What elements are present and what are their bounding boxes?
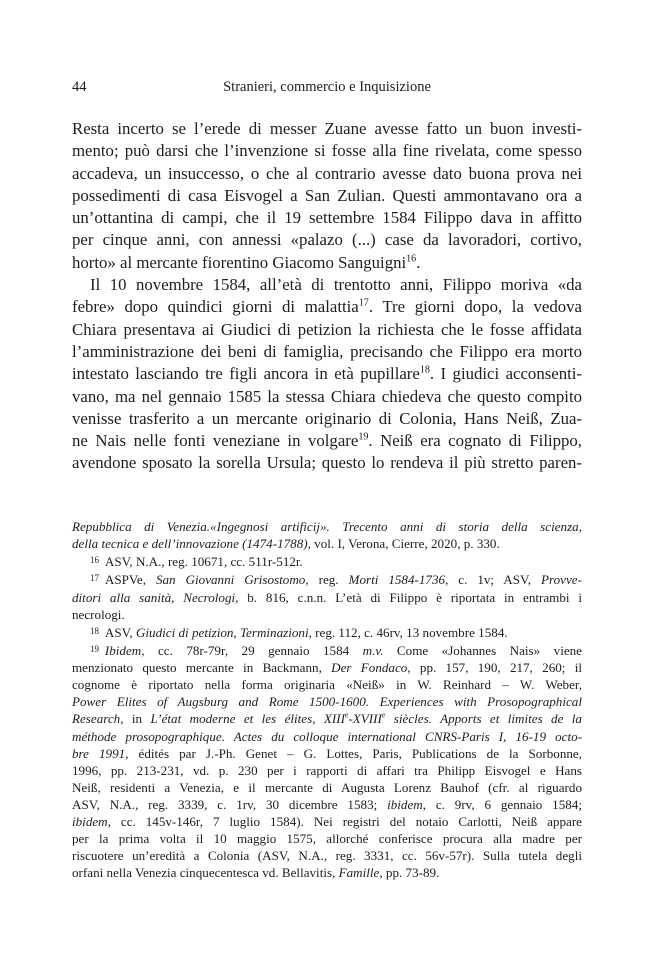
footnote-19-line: Power Elites of Augsburg and Rome 1500-1600. Experiences with Prosopographical <box>72 694 582 710</box>
body-line: horto» al mercante fiorentino Giacomo Sanguigni$^{16}$. <box>72 252 421 272</box>
body-line: l’amministrazione dei beni di famiglia, precisando che Filippo era morto <box>72 341 582 361</box>
body-line: per cinque anni, con annessi «palazo (...) case da lavoradori, cortivo, <box>72 230 582 250</box>
footnote-17-line: necrologi. <box>72 606 125 622</box>
footnote-19-line: cognome è riportato nella forma originaria «Neiß» in W. Reinhard – W. Weber, <box>72 677 582 693</box>
body-line-text: horto» al mercante fiorentino Giacomo Sanguigni <box>72 252 407 272</box>
body-line <box>72 363 582 385</box>
footnote-number: 17 <box>90 573 99 584</box>
note-ref-16: 16 <box>406 253 417 265</box>
body-line: avendone sposato la sorella Ursula; questo lo rendeva il più stretto paren- <box>72 453 582 473</box>
footnote-19-line: bre 1991, édités par J.-Ph. Genet – G. Lottes, Paris, Publications de la Sorbonne, <box>72 745 582 761</box>
footnote-19: $^{19}$ Ibidem, cc. 78r-79r, 29 gennaio 1584 m.v. Come «Johannes Nais» viene <box>90 643 582 659</box>
footnote-19-line: ASV, N.A., reg. 3339, c. 1rv, 30 dicembre 1583; ibidem, c. 9rv, 6 gennaio 1584; <box>72 796 582 812</box>
body-line: accadeva, un insuccesso, o che al contrario avesse dato buona prova nei <box>72 163 582 183</box>
body-line <box>72 296 582 318</box>
body-line: Resta incerto se l’erede di messer Zuane avesse fatto un buon investi- <box>72 119 582 138</box>
body-line-text: . Tre giorni dopo, la vedova <box>368 297 583 317</box>
body-text <box>72 118 582 475</box>
body-line: venisse trasferito a un mercante originario di Colonia, Hans Neiß, Zua- <box>72 408 582 428</box>
footnote-19-line: ibidem, cc. 145v-146r, 7 luglio 1584). Nei registri del notaio Carlotti, Neiß appare <box>72 814 582 830</box>
note-ref-19: 19 <box>358 431 369 443</box>
footnote-17-line: ditori alla sanità, Necrologi, b. 816, c.n.n. L’età di Filippo è riportata in entrambi i <box>72 589 583 605</box>
body-line: vano, ma nel gennaio 1585 la stessa Chiara chiedeva che questo compito <box>72 386 582 406</box>
footnote-18: $^{18}$ ASV, Giudici di petizion, Terminazioni, reg. 112, c. 46rv, 13 novembre 1584. <box>90 624 508 640</box>
footnote-19-line: 1996, pp. 213-231, vd. p. 230 per i rapporti di affari tra Philipp Eisvogel e Hans <box>72 762 582 778</box>
body-line: Il 10 novembre 1584, all’età di trentotto anni, Filippo moriva «da <box>90 275 582 295</box>
page-number: 44 <box>72 79 87 95</box>
body-line: un’ottantina di campi, che il 19 settembre 1584 Filippo dava in affitto <box>72 208 582 228</box>
footnote-19-line: méthode prosopographique. Actes du colloque international CNRS-Paris I, 16-19 octo- <box>72 728 582 744</box>
body-line: mento; può darsi che l’invenzione si fosse alla fine rivelata, come spesso <box>72 141 582 161</box>
footnote-19-line: menzionato questo mercante in Backmann, Der Fondaco, pp. 157, 190, 217, 260; il <box>72 660 582 676</box>
footnote-19-line: riscuotere un’eredità a Colonia (ASV, N.A., reg. 3331, cc. 56v-57r). Sulla tutela degli <box>72 848 582 864</box>
footnote-19-line: per la prima volta il 10 maggio 1575, allorché conferisce procura alla madre per <box>72 831 582 847</box>
footnote-19-line: Neiß, residenti a Venezia, e il mercante di Augusta Lorenz Bauhof (cfr. al riguardo <box>72 779 582 795</box>
footnote-16: $^{16}$ ASV, N.A., reg. 10671, cc. 511r-512r. <box>90 554 303 570</box>
footnote-17: $^{17}$ ASPVe, San Giovanni Grisostomo, reg. Morti 1584-1736, c. 1v; ASV, Provve- <box>90 572 582 588</box>
footnote-number: 16 <box>90 555 99 566</box>
body-line-text: . Neiß era cognato di Filippo, <box>368 431 583 451</box>
body-line: Chiara presentava ai Giudici di petizion la richiesta che le fosse affidata <box>72 319 582 339</box>
note-ref-17: 17 <box>358 297 369 309</box>
footnotes <box>72 518 582 881</box>
body-line-text: . I giudici acconsenti- <box>429 364 582 384</box>
footnote-number: 19 <box>90 643 99 654</box>
footnote-19-line: orfani nella Venezia cinquecentesca vd. Bellavitis, Famille, pp. 73-89. <box>72 865 440 881</box>
footnote-number: 18 <box>90 625 99 636</box>
footnote-19-line: Research, in L’état moderne et les élites, XIIIe-XVIIIe siècles. Apports et limites de la <box>72 711 582 727</box>
note-ref-18: 18 <box>419 364 430 376</box>
footnote-continuation: della tecnica e dell’innovazione (1474-1788), vol. I, Verona, Cierre, 2020, p. 330. <box>72 536 500 552</box>
body-line-text: febre» dopo quindici giorni di malattia <box>72 297 359 317</box>
body-line-text: ne Nais nelle fonti veneziane in volgare <box>72 431 359 451</box>
running-title: Stranieri, commercio e Inquisizione <box>223 79 431 95</box>
body-line: possedimenti di casa Eisvogel a San Zulian. Questi ammontavano ora a <box>72 185 582 205</box>
footnote-continuation: Repubblica di Venezia.«Ingegnosi artificij». Trecento anni di storia della scienza, <box>72 519 582 534</box>
body-line-text: intestato lasciando tre figli ancora in età pupillare <box>72 364 420 384</box>
body-line <box>72 430 582 452</box>
